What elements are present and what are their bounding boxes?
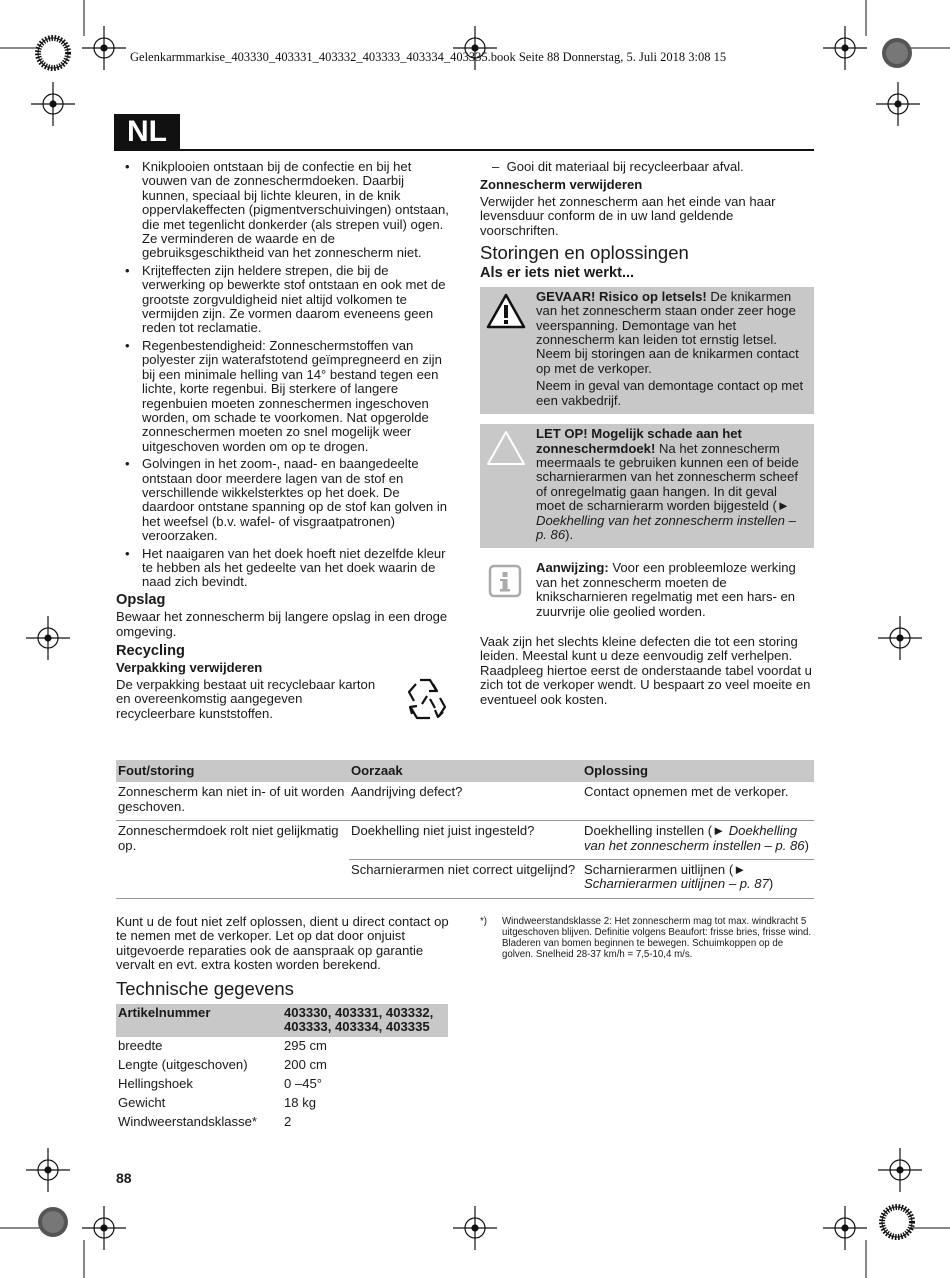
list-item: • Golvingen in het zoom-, naad- en baangedeelte ontstaan door meerdere lagen van de stof en verschillende wikkelsterktes op het doek. De daardoor ontstane spanning op de stof kan golven in het weefsel (b.v. wafel- of visgraatpatronen) veroorzaken. xyxy=(116,457,452,543)
bottom-left xyxy=(116,915,452,1132)
verwijderen-text: Verwijder het zonnescherm aan het einde van haar levensduur conform de in uw land geldende voorschriften. xyxy=(480,193,776,238)
spec-label: Hellingshoek xyxy=(118,1076,193,1092)
footnote xyxy=(480,916,814,960)
spec-label: Windweerstandsklasse* xyxy=(118,1114,257,1130)
fix-ref-link[interactable]: ► Doekhelling van het zonnescherm instellen – p. 86 xyxy=(584,823,805,853)
page-number: 88 xyxy=(116,1170,132,1186)
spec-label: breedte xyxy=(118,1038,163,1054)
caution-label: LET OP! Mogelijk schade aan het zonneschermdoek! xyxy=(536,426,742,456)
warning-icon xyxy=(486,293,526,329)
caution-ref-link[interactable]: ► Doekhelling van het zonnescherm instellen – p. 86 xyxy=(536,498,796,542)
fabric-notes-list xyxy=(116,160,452,590)
spec-value: 2 xyxy=(284,1114,292,1130)
fix-ref-link[interactable]: ► Scharnierarmen uitlijnen – p. 87 xyxy=(584,862,769,892)
spec-label: Gewicht xyxy=(118,1095,166,1111)
left-column xyxy=(116,160,452,721)
footnote-text: Windweerstandsklasse 2: Het zonnescherm mag tot max. windkracht 5 uitgeschoven blijven. Definitie volgens Beaufort: frisse bries, frisse wind. Bladeren van bomen beginnen te bewegen. Schuimkoppen op de golven. Snelheid 28-37 km/h = 7,5-10,4 m/s. xyxy=(502,916,812,960)
tech-table xyxy=(116,1004,448,1132)
print-slug: Gelenkarmmarkise_403330_403331_403332_403333_403334_403335.book Seite 88 Donnerstag, 5. Juli 2018 3:08 15 xyxy=(130,50,727,64)
note-text: Voor een probleemloze werking van het zonnescherm moeten de knikscharnieren regelmatig met een hars- en zuurvrije olie geolied worden. xyxy=(536,560,796,619)
fault-cell: Zonnescherm kan niet in- of uit worden geschoven. xyxy=(118,784,345,814)
opslag-heading: Opslag xyxy=(116,591,166,608)
info-icon xyxy=(488,564,522,598)
verpakking-text: De verpakking bestaat uit recyclebaar karton en overeenkomstig aangegeven recycleerbare kunststoffen. xyxy=(116,676,376,721)
tech-header-label: Artikelnummer xyxy=(116,1004,282,1037)
list-item: • Krijteffecten zijn heldere strepen, die bij de verwerking op bewerkte stof ontstaan en ook met de grootste zorgvuldigheid niet altijd volkomen te vermijden zijn. Ze vormen daarom eveneens geen reden tot reclamatie. xyxy=(116,264,452,336)
note-label: Aanwijzing: xyxy=(536,560,609,576)
subsection-title: Als er iets niet werkt... xyxy=(480,265,635,282)
tech-title: Technische gegevens xyxy=(116,977,294,999)
spec-value: 18 kg xyxy=(284,1095,317,1111)
tech-header-row xyxy=(116,1004,448,1037)
recycle-icon xyxy=(400,674,450,724)
header-rule xyxy=(114,149,814,151)
caution-text: Na het zonnescherm meermaals te gebruiken kunnen een of beide scharnierarmen van het zonnescherm scheef of onregelmatig gaan hangen. In dit geval moet de scharnierarm worden bijgesteld ( xyxy=(536,440,799,514)
fix-cell: Contact opnemen met de verkoper. xyxy=(584,784,789,800)
fix-cell xyxy=(582,860,814,899)
table-header-row xyxy=(116,760,814,782)
table-row xyxy=(116,1094,448,1113)
danger-label: GEVAAR! Risico op letsels! xyxy=(536,288,707,304)
dash-item-text: Gooi dit materiaal bij recycleerbaar afval. xyxy=(506,159,744,174)
tech-header-value: 403330, 403331, 403332, 403333, 403334, 403335 xyxy=(282,1004,448,1037)
cause-cell: Scharnierarmen niet correct uitgelijnd? xyxy=(349,860,582,899)
after-table-text: Kunt u de fout niet zelf oplossen, dient u direct contact op te nemen met de verkoper. Let op dat door onjuist uitgevoerde reparaties ook de aanspraak op garantie vervalt en evt. extra kosten worden berekend. xyxy=(116,914,449,973)
spec-label: Lengte (uitgeschoven) xyxy=(118,1057,248,1073)
table-row xyxy=(116,1075,448,1094)
verpakking-heading: Verpakking verwijderen xyxy=(116,660,263,676)
language-tag: NL xyxy=(114,114,180,150)
spec-value: 0 –45° xyxy=(284,1076,323,1092)
cause-cell: Doekhelling niet juist ingesteld? xyxy=(349,821,582,860)
verwijderen-heading: Zonnescherm verwijderen xyxy=(480,177,643,193)
table-row xyxy=(116,1113,448,1132)
fix-text: Doekhelling instellen ( xyxy=(584,823,713,839)
spec-value: 295 cm xyxy=(284,1038,327,1054)
column-header: Oorzaak xyxy=(349,760,582,782)
footnote-mark: *) xyxy=(480,916,487,927)
list-item: • Knikplooien ontstaan bij de confectie en bij het vouwen van de zonneschermdoeken. Daarbij kunnen, speciaal bij lichte kleuren, in de knik oppervlakeffecten (pigmentverschuivingen) ontstaan, die met tegenlicht donkerder (als strepen vuil) ogen. Ze verminderen de waarde en de gebruiksgeschiktheid van het zonnescherm niet. xyxy=(116,160,452,261)
cause-cell: Aandrijving defect? xyxy=(351,784,463,800)
opslag-text: Bewaar het zonnescherm bij langere opslag in een droge omgeving. xyxy=(116,609,448,639)
dash-mark: – xyxy=(492,159,507,174)
fix-end: ) xyxy=(804,837,809,853)
column-header: Fout/storing xyxy=(116,760,349,782)
spec-value: 200 cm xyxy=(284,1057,327,1073)
danger-box xyxy=(480,287,814,414)
fix-end: ) xyxy=(768,876,774,892)
table-row xyxy=(116,1056,448,1075)
intro-text: Vaak zijn het slechts kleine defecten die tot een storing leiden. Meestal kunt u deze eenvoudig zelf verhelpen. Raadpleeg hiertoe eerst de onderstaande tabel voordat u zich tot de verkoper wendt. U bespaart zo veel moeite en eventueel ook kosten. xyxy=(480,633,812,707)
danger-text: De knikarmen van het zonnescherm staan onder zeer hoge veerspanning. Demontage van het zonnescherm kan leiden tot ernstig letsel. Neem bij storingen aan de knikarmen contact op met de verkoper. xyxy=(536,288,799,376)
caution-icon xyxy=(486,430,526,466)
danger-text-2: Neem in geval van demontage contact op met een vakbedrijf. xyxy=(536,378,804,408)
dash-item xyxy=(480,160,814,174)
table-bottom-rule xyxy=(116,898,814,900)
troubleshooting-table xyxy=(116,760,814,900)
fault-cell-empty xyxy=(116,860,349,899)
recycling-heading: Recycling xyxy=(116,643,185,659)
fix-text: Scharnierarmen uitlijnen ( xyxy=(584,862,734,878)
table-row xyxy=(116,821,814,860)
table-row xyxy=(116,860,814,899)
caution-end: ). xyxy=(565,526,574,542)
section-title: Storingen en oplossingen xyxy=(480,242,689,264)
note-box xyxy=(480,558,814,625)
right-column xyxy=(480,160,814,707)
fault-cell: Zonneschermdoek rolt niet gelijkmatig op. xyxy=(116,821,349,860)
column-header: Oplossing xyxy=(582,760,814,782)
table-row xyxy=(116,782,814,820)
table-row xyxy=(116,1037,448,1056)
list-item: • Het naaigaren van het doek hoeft niet dezelfde kleur te hebben als het gedeelte van het doek waarin de naad zich bevindt. xyxy=(116,547,452,590)
list-item: • Regenbestendigheid: Zonneschermstoffen van polyester zijn waterafstotend geïmpregneerd en zijn bij een minimale helling van 14° bestand tegen een lichte, korte regenbui. Bij sterkere of langere regenbuien moeten zonneschermen ingeschoven worden, om schade te voorkomen. Nat opgerolde zonneschermen moeten zo snel mogelijk weer uitgeschoven worden om op te drogen. xyxy=(116,339,452,454)
caution-box xyxy=(480,424,814,548)
fix-cell xyxy=(582,821,814,860)
